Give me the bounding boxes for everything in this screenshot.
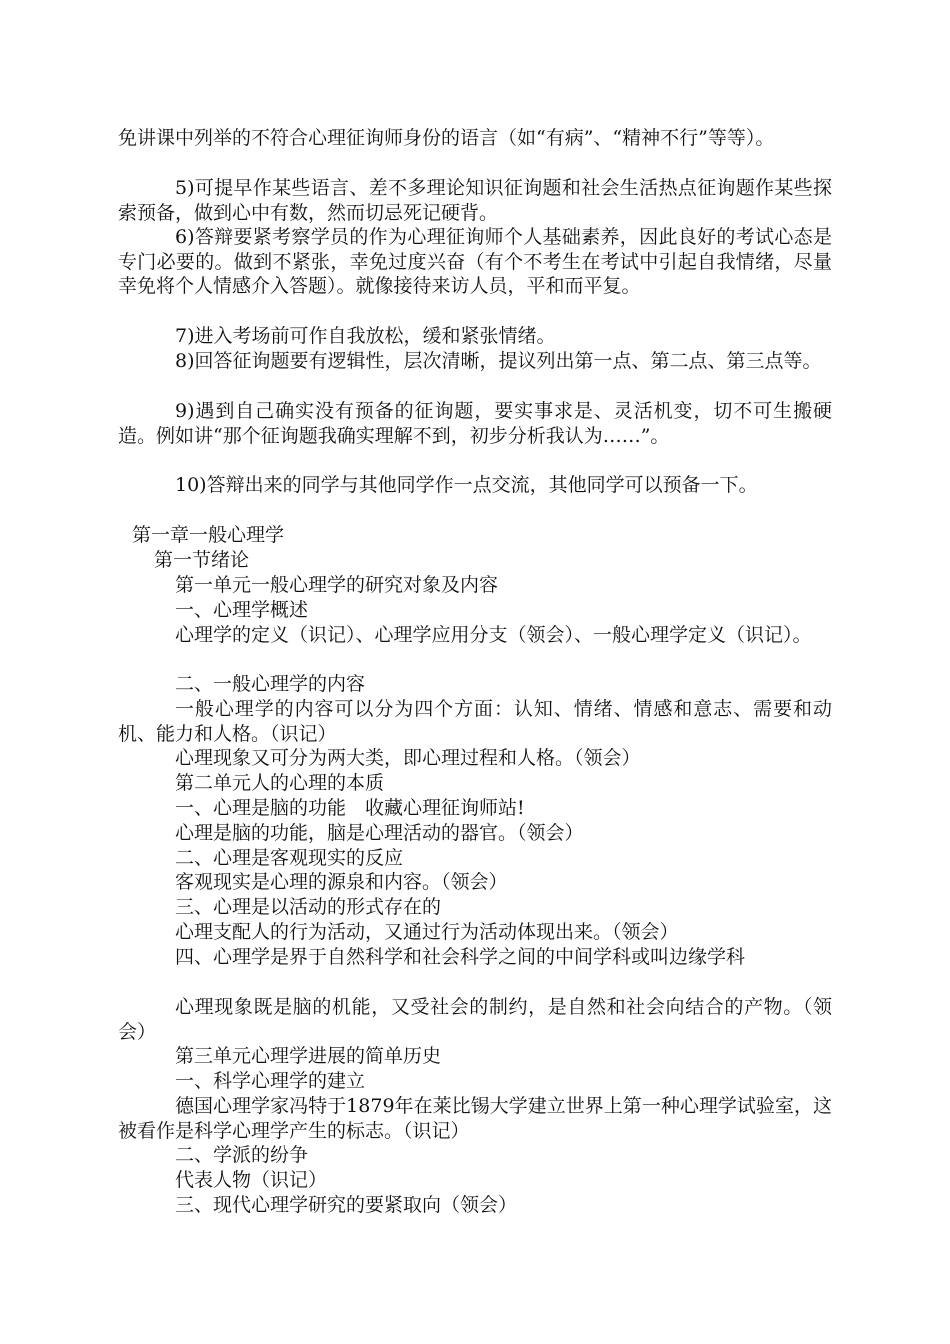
unit-1-title: 第一单元一般心理学的研究对象及内容 [175,574,499,596]
section-title: 第一节绪论 [154,549,250,571]
paragraph-1-2: 一般心理学的内容可以分为四个方面：认知、情绪、情感和意志、需要和动机、能力和人格。（识记） [118,698,832,745]
heading-2-4: 四、心理学是界于自然科学和社会科学之间的中间学科或叫边缘学科 [175,946,746,968]
paragraph-2-4: 心理现象既是脑的机能，又受社会的制约，是自然和社会向结合的产物。（领会） [118,996,832,1043]
paragraph-tip-9: 9)遇到自己确实没有预备的征询题，要实事求是、灵活机变，切不可生搬硬造。例如讲“那个征询题我确实理解不到，初步分析我认为……”。 [118,400,832,447]
paragraph-tip-10: 10)答辩出来的同学与其他同学作一点交流，其他同学可以预备一下。 [175,474,758,496]
paragraph-1-3: 心理现象又可分为两大类，即心理过程和人格。（领会） [175,747,641,769]
heading-3-2: 二、学派的纷争 [175,1144,309,1166]
paragraph-2-2: 客观现实是心理的源泉和内容。（领会） [175,871,508,893]
paragraph-3-1: 德国心理学家冯特于1879年在莱比锡大学建立世界上第一种心理学试验室，这被看作是科学心理学产生的标志。（识记） [118,1095,832,1142]
paragraph-tip-7: 7)进入考场前可作自我放松，缓和紧张情绪。 [175,325,556,347]
paragraph-tip-8: 8)回答征询题要有逻辑性，层次清晰，提议列出第一点、第二点、第三点等。 [175,350,822,372]
paragraph-tip-5: 5)可提早作某些语言、差不多理论知识征询题和社会生活热点征询题作某些探索预备，做到心中有数，然而切忌死记硬背。 [118,177,832,224]
paragraph-2-1: 心理是脑的功能，脑是心理活动的器官。（领会） [175,822,584,844]
heading-3-3: 三、现代心理学研究的要紧取向（领会） [175,1194,518,1216]
unit-3-title: 第三单元心理学进展的简单历史 [175,1045,442,1067]
heading-1-1: 一、心理学概述 [175,599,309,621]
heading-1-2: 二、一般心理学的内容 [175,673,366,695]
heading-3-1: 一、科学心理学的建立 [175,1070,366,1092]
paragraph-1-1: 心理学的定义（识记）、心理学应用分支（领会）、一般心理学定义（识记）。 [175,624,812,646]
paragraph-2-3: 心理支配人的行为活动，又通过行为活动体现出来。（领会） [175,921,679,943]
unit-2-title: 第二单元人的心理的本质 [175,772,385,794]
paragraph-3-2: 代表人物（识记） [175,1169,328,1191]
paragraph-tip-6: 6)答辩要紧考察学员的作为心理征询师个人基础素养，因此良好的考试心态是专门必要的。做到不紧张，幸免过度兴奋（有个不考生在考试中引起自我情绪，尽量幸免将个人情感介入答题）。就像接待来访人员，平和而平复。 [118,226,832,298]
chapter-title: 第一章一般心理学 [132,524,285,546]
paragraph-intro-continued: 免讲课中列举的不符合心理征询师身份的语言（如“有病”、“精神不行”等等）。 [118,127,775,149]
heading-2-3: 三、心理是以活动的形式存在的 [175,896,442,918]
heading-2-1: 一、心理是脑的功能 收藏心理征询师站! [175,797,525,819]
heading-2-2: 二、心理是客观现实的反应 [175,847,404,869]
